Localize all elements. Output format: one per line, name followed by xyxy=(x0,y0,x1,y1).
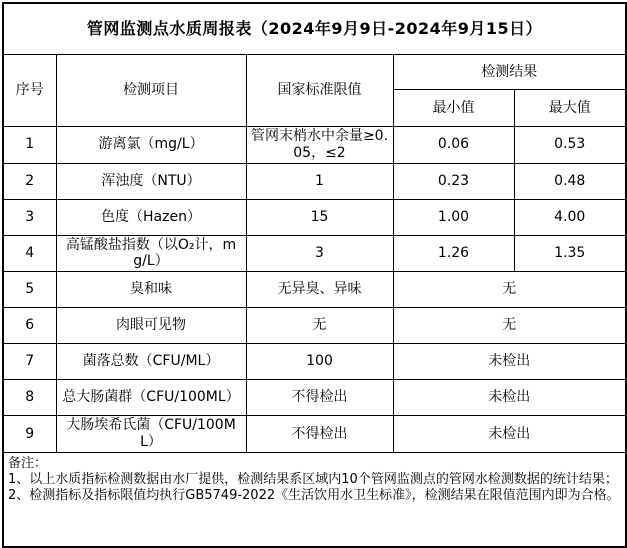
table-row xyxy=(3,380,626,416)
cell-no: 8 xyxy=(3,380,56,416)
table-row xyxy=(3,308,626,344)
cell-no: 1 xyxy=(3,127,56,164)
cell-limit: 不得检出 xyxy=(246,380,393,416)
cell-no: 2 xyxy=(3,163,56,199)
table-row xyxy=(3,344,626,380)
cell-no: 4 xyxy=(3,235,56,272)
cell-no: 7 xyxy=(3,344,56,380)
table-row xyxy=(3,416,626,453)
cell-item: 肉眼可见物 xyxy=(56,308,246,344)
report-title: 管网监测点水质周报表（2024年9月9日-2024年9月15日） xyxy=(3,3,626,55)
cell-item: 菌落总数（CFU/ML） xyxy=(56,344,246,380)
cell-result-merged: 未检出 xyxy=(393,416,626,453)
cell-item: 游离氯（mg/L） xyxy=(56,127,246,164)
notes-cell xyxy=(3,452,626,547)
cell-limit: 3 xyxy=(246,235,393,272)
notes-label: 备注： xyxy=(8,455,48,471)
table-row xyxy=(3,235,626,272)
cell-limit: 不得检出 xyxy=(246,416,393,453)
cell-min: 0.06 xyxy=(393,127,514,164)
col-header-min: 最小值 xyxy=(393,90,514,127)
cell-result-merged: 未检出 xyxy=(393,380,626,416)
cell-min: 1.26 xyxy=(393,235,514,272)
cell-result-merged: 无 xyxy=(393,272,626,308)
col-header-item: 检测项目 xyxy=(56,55,246,127)
table-row xyxy=(3,272,626,308)
cell-item: 大肠埃希氏菌（CFU/100ML） xyxy=(56,416,246,453)
cell-item: 高锰酸盐指数（以O₂计，mg/L） xyxy=(56,235,246,272)
cell-limit: 管网末梢水中余量≥0.05，≤2 xyxy=(246,127,393,164)
cell-limit: 100 xyxy=(246,344,393,380)
notes-line-2: 2、检测指标及指标限值均执行GB5749-2022《生活饮用水卫生标准》，检测结果在限值范围内即为合格。 xyxy=(8,487,620,503)
cell-no: 9 xyxy=(3,416,56,453)
col-header-max: 最大值 xyxy=(514,90,626,127)
cell-no: 6 xyxy=(3,308,56,344)
cell-item: 总大肠菌群（CFU/100ML） xyxy=(56,380,246,416)
header-row xyxy=(3,55,626,90)
col-header-limit: 国家标准限值 xyxy=(246,55,393,127)
col-header-no: 序号 xyxy=(3,55,56,127)
title-row xyxy=(3,3,626,55)
cell-limit: 1 xyxy=(246,163,393,199)
cell-item: 浑浊度（NTU） xyxy=(56,163,246,199)
water-quality-report-table xyxy=(2,2,627,548)
cell-limit: 15 xyxy=(246,199,393,235)
cell-max: 0.48 xyxy=(514,163,626,199)
notes-line-1: 1、以上水质指标检测数据由水厂提供，检测结果系区域内10个管网监测点的管网水检测数据的统计结果； xyxy=(8,471,618,487)
cell-max: 1.35 xyxy=(514,235,626,272)
cell-item: 色度（Hazen） xyxy=(56,199,246,235)
cell-result-merged: 无 xyxy=(393,308,626,344)
table-row xyxy=(3,199,626,235)
cell-result-merged: 未检出 xyxy=(393,344,626,380)
cell-no: 3 xyxy=(3,199,56,235)
cell-min: 0.23 xyxy=(393,163,514,199)
notes-row xyxy=(3,452,626,547)
cell-item: 臭和味 xyxy=(56,272,246,308)
table-row xyxy=(3,163,626,199)
table-row xyxy=(3,127,626,164)
cell-no: 5 xyxy=(3,272,56,308)
cell-min: 1.00 xyxy=(393,199,514,235)
cell-limit: 无 xyxy=(246,308,393,344)
cell-max: 4.00 xyxy=(514,199,626,235)
cell-max: 0.53 xyxy=(514,127,626,164)
col-header-result-group: 检测结果 xyxy=(393,55,626,90)
cell-limit: 无异臭、异味 xyxy=(246,272,393,308)
